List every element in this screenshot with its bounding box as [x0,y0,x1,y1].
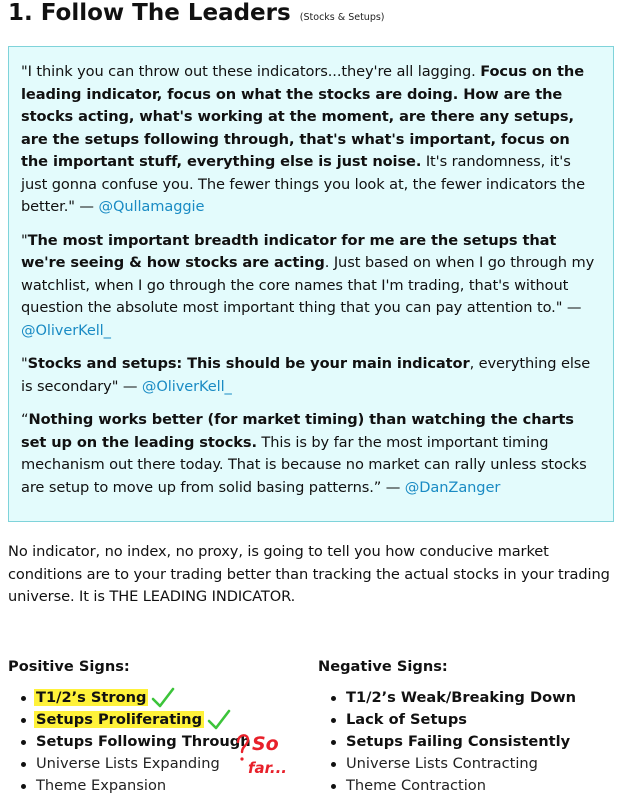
author-handle-link[interactable]: @OliverKell_ [141,377,232,395]
list-item: Theme Expansion [8,775,308,797]
quote-emphasis: The most important breadth indicator for me are the setups that we're seeing & how stocks are acting [21,231,557,271]
list-item: Universe Lists Contracting [318,753,618,775]
positive-signs-heading: Positive Signs: [8,658,130,675]
quote-emphasis: Stocks and setups: This should be your main indicator [27,355,470,372]
section-header [8,0,385,26]
quote-box [8,46,614,522]
quote-text: " [21,231,28,249]
checkmark-icon [207,709,231,731]
quote-text: It's randomness, it's just gonna confuse you. The fewer things you look at, the fewer indicators the better." — [21,153,585,215]
quote-text: “ [21,411,29,428]
annotation-text-far: far... [248,759,288,777]
quote-text: , everything else is secondary" — [21,355,591,395]
quote-oliverkell-2 [21,353,601,398]
page-title: 1. Follow The Leaders [8,0,291,26]
quote-emphasis: Focus on the leading indicator, focus on what the stocks are doing. How are the stocks acting, what's working at the moment, are there any setups, are the setups following through, that's what's important, focus on the important stuff, everything else is just noise. [21,63,584,170]
annotation-text-so: So [252,733,279,755]
negative-signs-list [318,687,618,797]
handwritten-annotation [232,732,312,788]
author-handle-link[interactable]: @DanZanger [404,478,501,496]
quote-text: This is by far the most important timing mechanism out there today. That is because no market can rally unless stocks are setup to move up from solid basing patterns.” — [21,433,587,496]
quote-emphasis: Nothing works better (for market timing) than watching the charts set up on the leading stocks. [21,411,574,451]
question-mark-icon [238,735,248,752]
list-item: Lack of Setups [318,709,618,731]
quote-text: . Just based on when I go through my watchlist, when I go through the core names that I'm trading, that's without question the absolute most important thing that you can pay attention to." — [21,254,595,316]
author-handle-link[interactable]: @Qullamaggie [98,198,205,215]
quote-text: " [21,355,28,372]
quote-oliverkell-1 [21,230,601,343]
negative-signs-heading: Negative Signs: [318,658,448,675]
quote-qullamaggie [21,61,601,219]
quote-danzanger [21,409,601,499]
highlighted-text: T1/2’s Strong [36,689,147,706]
list-item [8,709,308,731]
checkmark-icon [151,687,175,709]
page-subtitle: (Stocks & Setups) [299,12,385,23]
body-paragraph: No indicator, no index, no proxy, is going to tell you how conducive market conditions are to your trading better than tracking the actual stocks in your trading universe. It is THE LEADING INDICATOR. [8,543,610,605]
highlighted-text: Setups Proliferating [36,711,203,728]
list-item: T1/2’s Weak/Breaking Down [318,687,618,709]
negative-signs [318,658,618,797]
list-item: Setups Failing Consistently [318,731,618,753]
list-item [8,687,308,709]
list-item: Theme Contraction [318,775,618,797]
quote-text: "I think you can throw out these indicators...they're all lagging. [21,63,481,80]
list-item: Universe Lists Expanding [8,753,308,775]
author-handle-link[interactable]: @OliverKell_ [21,321,111,339]
list-item: Setups Following Through [8,731,308,753]
